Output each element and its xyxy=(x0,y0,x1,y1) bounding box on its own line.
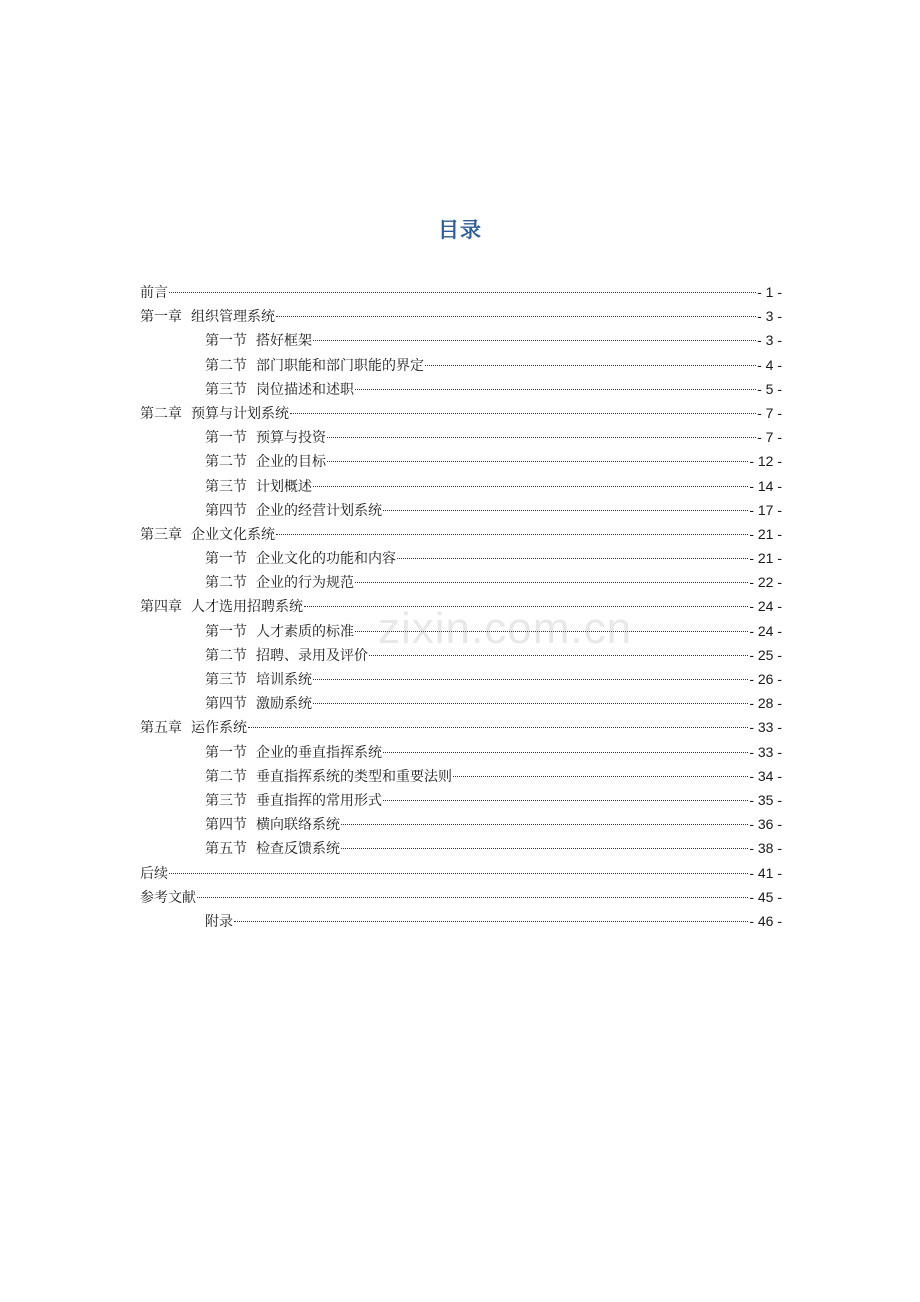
toc-entry[interactable] xyxy=(140,619,782,643)
toc-entry-title: 岗位描述和述职 xyxy=(256,381,354,398)
toc-entry-title: 培训系统 xyxy=(256,672,312,688)
toc-entry[interactable] xyxy=(140,861,782,885)
toc-entry-title: 企业的垂直指挥系统 xyxy=(256,744,382,761)
toc-entry-number: 第二章 xyxy=(140,405,182,422)
toc-entry-page: - 38 - xyxy=(749,840,782,857)
toc-entry-number: 第二节 xyxy=(205,575,247,592)
dot-leader xyxy=(169,873,748,874)
toc-entry-title: 企业文化的功能和内容 xyxy=(256,551,396,568)
dot-leader xyxy=(355,582,748,583)
dot-leader xyxy=(425,365,756,366)
dot-leader xyxy=(313,703,748,704)
toc-entry[interactable] xyxy=(140,425,782,449)
toc-title: 目录 xyxy=(438,218,482,242)
toc-entry-page: - 26 - xyxy=(749,671,782,687)
toc-entry-number: 第四章 xyxy=(140,599,182,616)
toc-entry-page: - 3 - xyxy=(757,308,782,325)
dot-leader xyxy=(369,655,748,656)
toc-entry-number: 第三节 xyxy=(205,672,247,688)
toc-entry[interactable] xyxy=(140,836,782,860)
toc-entry-page: - 45 - xyxy=(749,888,782,905)
toc-entry-page: - 33 - xyxy=(749,719,782,736)
toc-entry[interactable] xyxy=(140,474,782,498)
toc-entry-title: 计划概述 xyxy=(256,478,312,495)
toc-entry-number: 第三节 xyxy=(205,381,247,398)
toc-entry-page: - 7 - xyxy=(757,404,782,421)
toc-entry-title: 前言 xyxy=(140,285,168,301)
toc-entry-page: - 21 - xyxy=(749,525,782,542)
dot-leader xyxy=(397,558,748,559)
toc-entry-title: 横向联络系统 xyxy=(256,817,340,834)
toc-entry[interactable] xyxy=(140,546,782,570)
toc-entry[interactable] xyxy=(140,594,782,618)
toc-entry-title: 检查反馈系统 xyxy=(256,841,340,858)
toc-entry[interactable] xyxy=(140,691,782,715)
toc-entry-title: 搭好框架 xyxy=(256,333,312,350)
dot-leader xyxy=(234,921,748,922)
toc-entry-title: 垂直指挥系统的类型和重要法则 xyxy=(256,768,452,785)
dot-leader xyxy=(276,316,756,317)
dot-leader xyxy=(290,413,756,414)
dot-leader xyxy=(327,437,756,438)
toc-entry[interactable] xyxy=(140,667,782,691)
toc-entry-number: 第四节 xyxy=(205,502,247,519)
toc-entry-page: - 41 - xyxy=(749,864,782,881)
toc-entry[interactable] xyxy=(140,522,782,546)
dot-leader xyxy=(197,897,748,898)
toc-entry-number: 第一节 xyxy=(205,744,247,761)
toc-entry-page: - 21 - xyxy=(749,550,782,567)
toc-entry-number: 第五节 xyxy=(205,841,247,858)
toc-entry-page: - 12 - xyxy=(749,453,782,470)
toc-entry[interactable] xyxy=(140,304,782,328)
dot-leader xyxy=(169,292,756,293)
toc-entry-title: 企业文化系统 xyxy=(191,526,275,543)
toc-entry-title: 参考文献 xyxy=(140,889,196,906)
toc-entry[interactable] xyxy=(140,449,782,473)
toc-entry-number: 第二节 xyxy=(205,357,247,374)
toc-entry[interactable] xyxy=(140,812,782,836)
toc-entry-number: 第二节 xyxy=(205,647,247,664)
toc-entry-page: - 3 - xyxy=(757,332,782,349)
toc-entry[interactable] xyxy=(140,498,782,522)
dot-leader xyxy=(313,486,748,487)
toc-entry[interactable] xyxy=(140,885,782,909)
toc-entry-title: 招聘、录用及评价 xyxy=(256,647,368,664)
toc-entry-number: 第一章 xyxy=(140,309,182,326)
toc-entry-title: 部门职能和部门职能的界定 xyxy=(256,357,424,374)
toc-entry-number: 第一节 xyxy=(205,623,247,640)
toc-entry-page: - 24 - xyxy=(749,622,782,639)
toc-entry-number: 第二节 xyxy=(205,768,247,785)
dot-leader xyxy=(453,776,748,777)
dot-leader xyxy=(383,752,748,753)
toc-entry-number: 第四节 xyxy=(205,696,247,713)
toc-entry[interactable] xyxy=(140,740,782,764)
toc-entry-number: 第三节 xyxy=(205,792,247,809)
toc-entry-number: 第一节 xyxy=(205,333,247,350)
toc-entry-title: 预算与投资 xyxy=(256,430,326,447)
table-of-contents xyxy=(140,280,782,933)
toc-entry-title: 预算与计划系统 xyxy=(191,405,289,422)
toc-entry[interactable] xyxy=(140,328,782,352)
dot-leader xyxy=(341,848,748,849)
toc-entry-title: 人才选用招聘系统 xyxy=(191,599,303,616)
toc-entry[interactable] xyxy=(140,909,782,933)
toc-entry-page: - 36 - xyxy=(749,816,782,833)
toc-entry-number: 第二节 xyxy=(205,454,247,471)
dot-leader xyxy=(383,800,748,801)
toc-entry-number: 第五章 xyxy=(140,720,182,737)
toc-entry-page: - 24 - xyxy=(749,598,782,615)
dot-leader xyxy=(383,510,748,511)
dot-leader xyxy=(276,534,748,535)
toc-entry-page: - 5 - xyxy=(757,380,782,397)
toc-entry-page: - 33 - xyxy=(749,743,782,760)
toc-entry[interactable] xyxy=(140,715,782,739)
toc-entry-title: 企业的经营计划系统 xyxy=(256,502,382,519)
toc-entry-title: 组织管理系统 xyxy=(191,309,275,326)
watermark: zixin.com.cn xyxy=(378,604,633,653)
toc-entry-number: 第三章 xyxy=(140,526,182,543)
toc-entry[interactable] xyxy=(140,280,782,304)
toc-entry-number: 第四节 xyxy=(205,817,247,834)
toc-entry-title: 垂直指挥的常用形式 xyxy=(256,792,382,809)
dot-leader xyxy=(248,727,748,728)
dot-leader xyxy=(355,631,748,632)
toc-entry-number: 第一节 xyxy=(205,551,247,568)
toc-entry-title: 运作系统 xyxy=(191,720,247,737)
toc-entry-number: 第一节 xyxy=(205,430,247,447)
toc-entry-number: 第三节 xyxy=(205,478,247,495)
toc-entry-page: - 28 - xyxy=(749,695,782,712)
toc-entry-title: 附录 xyxy=(205,913,233,930)
toc-entry[interactable] xyxy=(140,401,782,425)
dot-leader xyxy=(355,389,756,390)
dot-leader xyxy=(304,606,748,607)
toc-entry-page: - 14 - xyxy=(749,477,782,494)
toc-entry[interactable] xyxy=(140,643,782,667)
toc-entry-title: 人才素质的标准 xyxy=(256,623,354,640)
toc-entry[interactable] xyxy=(140,570,782,594)
dot-leader xyxy=(327,461,748,462)
toc-entry-title: 后续 xyxy=(140,865,168,882)
toc-entry[interactable] xyxy=(140,764,782,788)
toc-entry[interactable] xyxy=(140,377,782,401)
toc-entry-page: - 1 - xyxy=(757,284,782,300)
toc-entry-page: - 46 - xyxy=(749,912,782,929)
dot-leader xyxy=(313,340,756,341)
toc-entry-page: - 35 - xyxy=(749,791,782,808)
toc-entry-page: - 17 - xyxy=(749,501,782,518)
toc-entry-title: 激励系统 xyxy=(256,696,312,713)
dot-leader xyxy=(313,679,748,680)
toc-entry[interactable] xyxy=(140,788,782,812)
toc-entry-page: - 25 - xyxy=(749,646,782,663)
toc-entry[interactable] xyxy=(140,353,782,377)
dot-leader xyxy=(341,824,748,825)
toc-entry-page: - 7 - xyxy=(757,429,782,446)
toc-entry-title: 企业的目标 xyxy=(256,454,326,471)
toc-entry-title: 企业的行为规范 xyxy=(256,575,354,592)
toc-entry-page: - 22 - xyxy=(749,574,782,591)
toc-entry-page: - 34 - xyxy=(749,767,782,784)
toc-entry-page: - 4 - xyxy=(757,356,782,373)
